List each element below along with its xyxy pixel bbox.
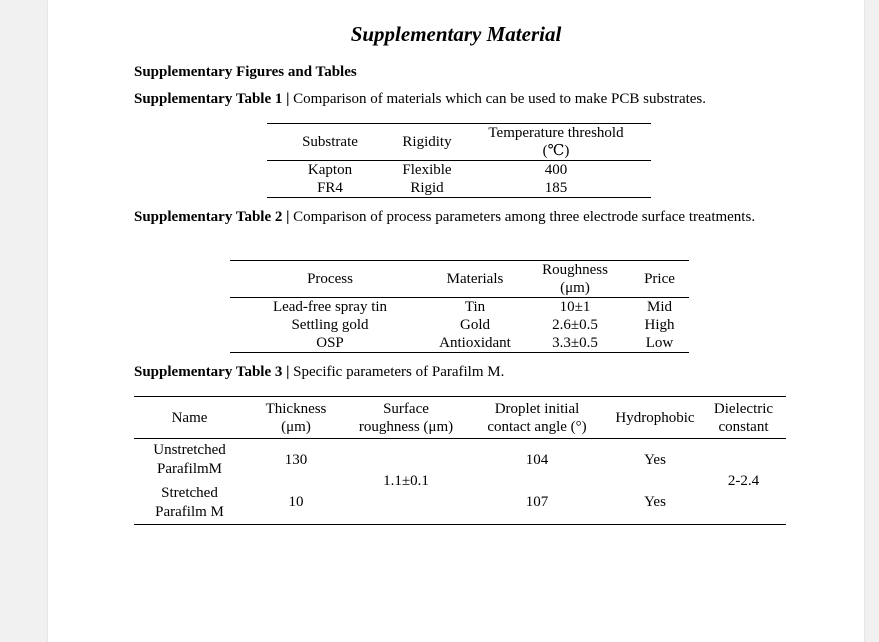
table3-caption: [134, 363, 504, 382]
table2-caption: [134, 208, 784, 227]
table2-header-process: Process: [230, 261, 430, 298]
table-cell: FR4: [317, 180, 343, 196]
table3-label: Supplementary Table 3 |: [134, 364, 290, 380]
section-heading: Supplementary Figures and Tables: [134, 64, 357, 80]
table-cell: Settling gold: [291, 317, 369, 333]
table1-header-rigidity: Rigidity: [393, 124, 461, 161]
table-cell: 400: [544, 162, 568, 178]
table-cell: 185: [544, 180, 568, 196]
table-cell: 10: [288, 494, 304, 511]
table-row: [230, 334, 689, 353]
table2-label: Supplementary Table 2 |: [134, 209, 290, 225]
table-cell: 3.3±0.5: [552, 335, 598, 351]
table-cell: Kapton: [307, 162, 353, 178]
table-cell: Tin: [464, 299, 486, 315]
table-row: [230, 316, 689, 334]
table3-header-surface-roughness: Surface roughness (μm): [347, 397, 465, 439]
table-row: [267, 161, 651, 180]
table2: [230, 260, 689, 353]
table-cell: Low: [645, 335, 674, 351]
table-cell: Flexible: [402, 162, 452, 178]
table-cell-name: Unstretched ParafilmM: [153, 442, 226, 478]
table-row: [267, 179, 651, 198]
table1-caption: [134, 90, 706, 109]
table3: [134, 396, 786, 525]
table1-header-temperature: Temperature threshold (℃): [461, 124, 651, 161]
table-cell: Mid: [646, 299, 672, 315]
table2-caption-text: Comparison of process parameters among three electrode surface treatments.: [289, 209, 756, 225]
table-cell: Antioxidant: [439, 335, 511, 351]
table-cell: High: [644, 317, 675, 333]
table3-header-name: Name: [134, 397, 245, 439]
table1: [267, 123, 651, 198]
table-cell: OSP: [316, 335, 344, 351]
table3-caption-text: Specific parameters of Parafilm M.: [289, 364, 505, 380]
table-cell: Yes: [644, 494, 666, 511]
page-title: Supplementary Material: [350, 22, 562, 46]
table-cell: 104: [525, 451, 549, 468]
table2-header-price: Price: [630, 261, 689, 298]
table-cell: Rigid: [410, 180, 444, 196]
table-row: [134, 439, 786, 482]
table1-header-substrate: Substrate: [267, 124, 393, 161]
table-row: [230, 298, 689, 317]
table1-label: Supplementary Table 1 |: [134, 91, 290, 107]
table3-header-contact-angle: Droplet initial contact angle (°): [465, 397, 609, 439]
table-cell: Yes: [644, 451, 666, 468]
table-cell: 10±1: [559, 299, 591, 315]
table-cell-shared-dielectric: 2-2.4: [727, 473, 760, 489]
table2-header-materials: Materials: [430, 261, 520, 298]
table-cell-shared-roughness: 1.1±0.1: [383, 473, 429, 489]
table-cell: Lead-free spray tin: [272, 299, 388, 315]
table-cell: Gold: [460, 317, 490, 333]
table1-caption-text: Comparison of materials which can be used to make PCB substrates.: [289, 91, 707, 107]
table-cell-name: Stretched Parafilm M: [155, 484, 224, 520]
table3-header-dielectric: Dielectric constant: [701, 397, 786, 439]
table3-header-thickness: Thickness (μm): [245, 397, 347, 439]
table-cell: 107: [525, 494, 549, 511]
table-cell: 2.6±0.5: [552, 317, 598, 333]
table2-header-roughness: Roughness (μm): [520, 261, 630, 298]
document-page: [48, 0, 864, 642]
table-cell: 130: [284, 451, 308, 468]
table3-header-hydrophobic: Hydrophobic: [609, 397, 701, 439]
